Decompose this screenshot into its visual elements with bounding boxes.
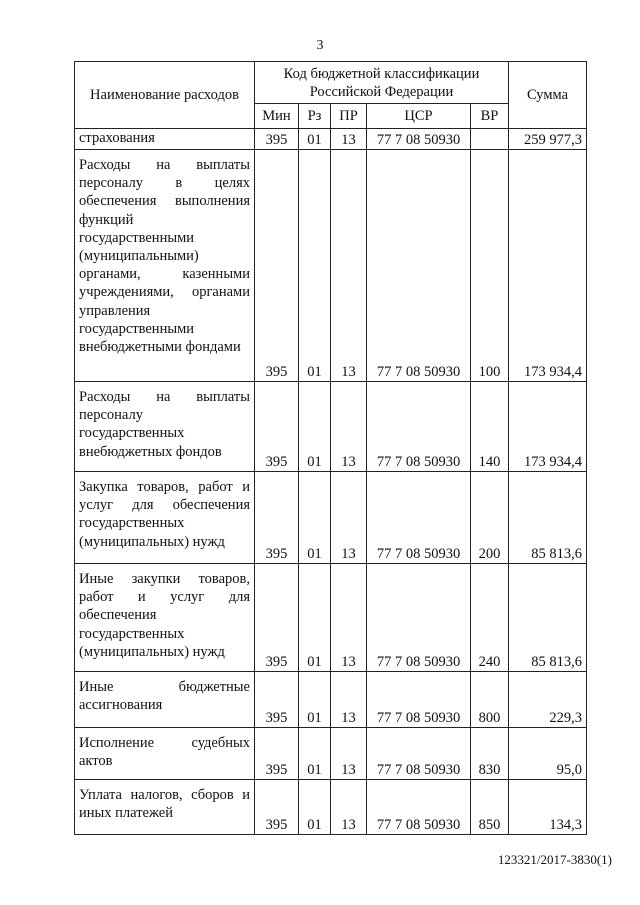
row-sum: 259 977,3: [509, 129, 587, 150]
row-min: 395: [255, 728, 299, 780]
row-min: 395: [255, 780, 299, 835]
header-code-group: Код бюджетной классификации Российской Федерации: [255, 62, 509, 104]
row-rz: 01: [299, 150, 331, 382]
row-name: Исполнение судебных актов: [75, 728, 255, 780]
row-rz: 01: [299, 672, 331, 728]
header-sum: Сумма: [509, 62, 587, 129]
row-name: Расходы на выплаты персоналу в целях обеспечения выполнения функций государственными (муниципальными) органами, казенными учреждениями, органами управления государственными внебюджетными фондами: [75, 150, 255, 382]
header-csr: ЦСР: [367, 104, 471, 129]
row-min: 395: [255, 472, 299, 564]
row-sum: 85 813,6: [509, 472, 587, 564]
header-name: Наименование расходов: [75, 62, 255, 129]
document-footer-code: 123321/2017-3830(1): [497, 852, 612, 867]
row-pr: 13: [331, 472, 367, 564]
row-csr: 77 7 08 50930: [367, 564, 471, 672]
row-csr: 77 7 08 50930: [367, 382, 471, 472]
table-row: [75, 672, 587, 728]
header-vr: ВР: [471, 104, 509, 129]
row-csr: 77 7 08 50930: [367, 728, 471, 780]
page-number: 3: [316, 38, 324, 53]
row-rz: 01: [299, 382, 331, 472]
budget-table: [74, 61, 587, 835]
row-sum: 173 934,4: [509, 150, 587, 382]
table-row: [75, 382, 587, 472]
row-csr: 77 7 08 50930: [367, 472, 471, 564]
row-min: 395: [255, 672, 299, 728]
header-row: [75, 62, 587, 104]
row-pr: 13: [331, 780, 367, 835]
row-name: Расходы на выплаты персоналу государственных внебюджетных фондов: [75, 382, 255, 472]
row-vr: 100: [471, 150, 509, 382]
header-rz: Рз: [299, 104, 331, 129]
row-vr: [471, 129, 509, 150]
row-rz: 01: [299, 564, 331, 672]
row-pr: 13: [331, 728, 367, 780]
row-sum: 229,3: [509, 672, 587, 728]
header-pr: ПР: [331, 104, 367, 129]
row-name: Иные бюджетные ассигнования: [75, 672, 255, 728]
row-sum: 134,3: [509, 780, 587, 835]
row-min: 395: [255, 150, 299, 382]
row-sum: 95,0: [509, 728, 587, 780]
row-vr: 140: [471, 382, 509, 472]
row-vr: 240: [471, 564, 509, 672]
row-vr: 800: [471, 672, 509, 728]
row-csr: 77 7 08 50930: [367, 672, 471, 728]
row-name: Иные закупки товаров, работ и услуг для обеспечения государственных (муниципальных) нужд: [75, 564, 255, 672]
row-name: Уплата налогов, сборов и иных платежей: [75, 780, 255, 835]
row-sum: 85 813,6: [509, 564, 587, 672]
row-csr: 77 7 08 50930: [367, 129, 471, 150]
row-vr: 200: [471, 472, 509, 564]
header-min: Мин: [255, 104, 299, 129]
table-row: [75, 564, 587, 672]
row-name: страхования: [75, 129, 255, 150]
row-rz: 01: [299, 129, 331, 150]
table-row: [75, 728, 587, 780]
row-min: 395: [255, 382, 299, 472]
table-row: [75, 472, 587, 564]
row-vr: 830: [471, 728, 509, 780]
row-vr: 850: [471, 780, 509, 835]
row-pr: 13: [331, 382, 367, 472]
row-rz: 01: [299, 472, 331, 564]
row-pr: 13: [331, 564, 367, 672]
row-csr: 77 7 08 50930: [367, 780, 471, 835]
row-pr: 13: [331, 672, 367, 728]
row-min: 395: [255, 564, 299, 672]
row-csr: 77 7 08 50930: [367, 150, 471, 382]
table-row: [75, 780, 587, 835]
row-rz: 01: [299, 728, 331, 780]
row-name: Закупка товаров, работ и услуг для обеспечения государственных (муниципальных) нужд: [75, 472, 255, 564]
row-pr: 13: [331, 150, 367, 382]
row-min: 395: [255, 129, 299, 150]
row-pr: 13: [331, 129, 367, 150]
row-sum: 173 934,4: [509, 382, 587, 472]
row-rz: 01: [299, 780, 331, 835]
table-row: [75, 129, 587, 150]
table-row: [75, 150, 587, 382]
